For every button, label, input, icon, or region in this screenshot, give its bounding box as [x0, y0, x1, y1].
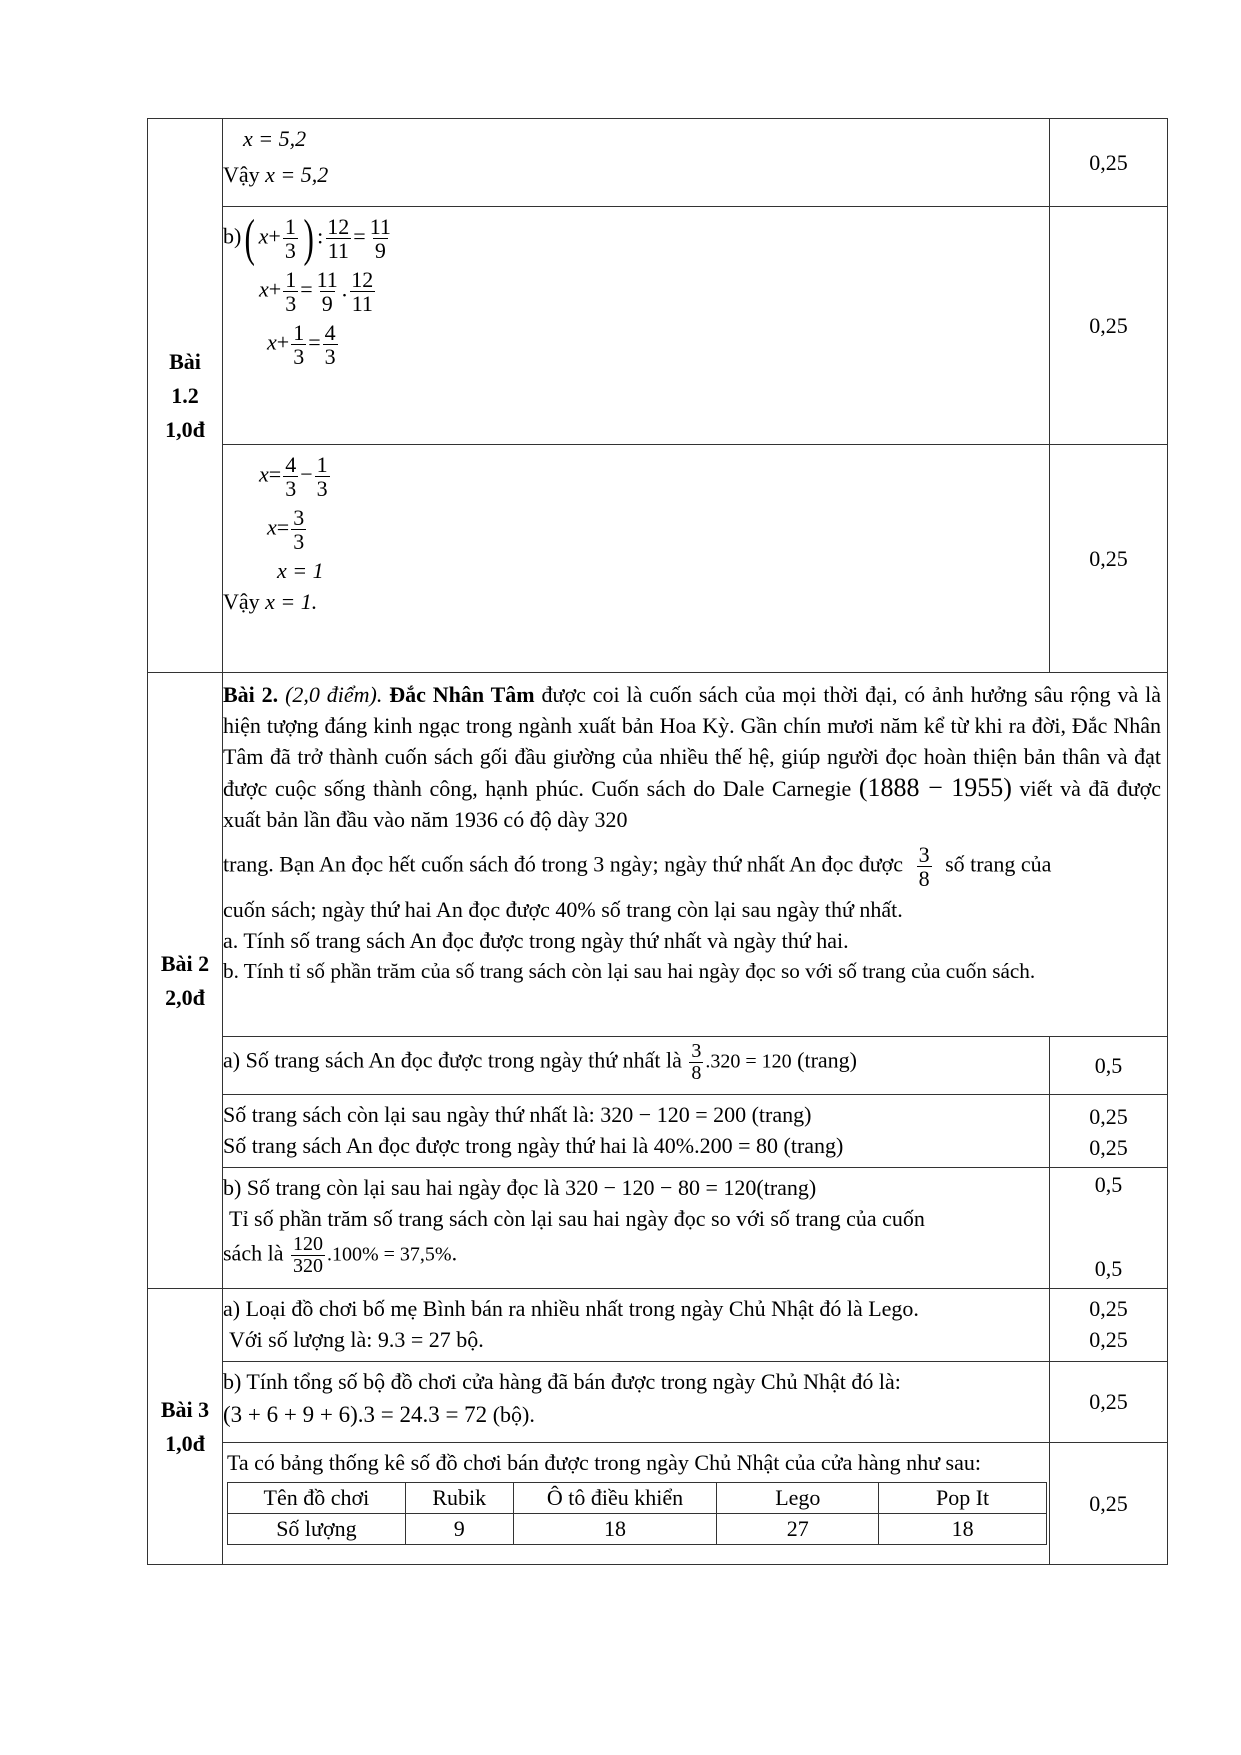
bai3-label-line: Bài 3 [160, 1396, 210, 1422]
bai3-a-scores [1050, 1289, 1168, 1362]
bai12-r1-eq1: x = 5,2 [243, 126, 307, 151]
bai2-line-frac [223, 843, 1161, 890]
bai12-r3-eq1: x= $\frac{4}{3}$ − $\frac{1}{3}$ [259, 452, 328, 502]
bai2-title: Bài 2. [223, 682, 279, 707]
score: 0,25 [1089, 1327, 1128, 1352]
paren-close: ) [303, 209, 314, 267]
fraction: $\frac{12}{11}$ [327, 214, 350, 264]
bai12-r2-content [223, 207, 1050, 445]
bai2-text: trang. Bạn An đọc hết cuốn sách đó trong 3 ngày; ngày thứ nhất An đọc được [223, 851, 904, 877]
bai3-c-content [223, 1443, 1050, 1565]
bai12-row-2 [148, 207, 1168, 445]
bai3-b-text-1: b) Tính tổng số bộ đồ chơi cửa hàng đã bán được trong ngày Chủ Nhật đó là: [223, 1369, 901, 1394]
bai2-text: viết và đã được xuất bản lần đầu vào năm 1936 có độ dày 320 [223, 776, 1162, 832]
bai3-a-calc: 9.3 = 27 [377, 1327, 451, 1352]
op: : [317, 223, 324, 249]
toy-table-cell: Lego [717, 1483, 879, 1514]
bai2-b-text: b) Số trang còn lại sau hai ngày đọc là [223, 1175, 560, 1200]
bai2-b-row [148, 1168, 1168, 1289]
toy-table-cell: Số lượng [228, 1514, 406, 1545]
bai12-r3-conclusion: Vậy x = 1. [223, 589, 318, 615]
op: = [353, 223, 366, 249]
bai3-c-score: 0,25 [1050, 1443, 1168, 1565]
answer-table [147, 118, 1168, 1565]
bai3-a-text-1: a) Loại đồ chơi bố mẹ Bình bán ra nhiều nhất trong ngày Chủ Nhật đó là Lego. [223, 1296, 919, 1321]
bai3-b-row [148, 1362, 1168, 1443]
bai2-points: (2,0 điểm). [285, 682, 383, 707]
bai12-r3-score: 0,25 [1050, 445, 1168, 673]
bai2-b-scores [1050, 1168, 1168, 1289]
bai2-a2-unit: (trang) [751, 1102, 812, 1127]
bai2-a2-scores [1050, 1095, 1168, 1168]
score: 0,5 [1094, 1172, 1123, 1197]
bai3-a-unit: bộ. [456, 1327, 484, 1352]
bai2-question-a: a. Tính số trang sách An đọc được trong ngày thứ nhất và ngày thứ hai. [223, 928, 849, 954]
toy-table-cell: Rubik [405, 1483, 513, 1514]
bai2-a1-unit: (trang) [797, 1047, 858, 1073]
bai2-problem [223, 673, 1168, 1037]
bai2-b-text: sách là [223, 1240, 284, 1266]
op: + [268, 223, 281, 249]
fraction: $\frac{1}{3}$ [284, 214, 296, 264]
toy-table-cell: Pop It [879, 1483, 1047, 1514]
bai2-question-b: b. Tính tỉ số phần trăm của số trang sách còn lại sau hai ngày đọc so với số trang của cuốn sách. [223, 959, 1036, 984]
bai2-a1-calc: .320 = 120 [705, 1050, 792, 1073]
bai3-c-text: Ta có bảng thống kê số đồ chơi bán được trong ngày Chủ Nhật của cửa hàng như sau: [227, 1450, 981, 1475]
bai2-years: (1888 − 1955) [858, 773, 1012, 802]
bai2-text-5: cuốn sách; ngày thứ hai An đọc được 40% số trang còn lại sau ngày thứ nhất. [223, 897, 903, 923]
bai12-label-line: Bài [169, 348, 201, 374]
bai12-label-line: 1,0đ [165, 416, 205, 442]
bai3-label [148, 1289, 223, 1565]
score: 0,25 [1089, 1135, 1128, 1160]
bai3-a-text: Với số lượng là: [229, 1327, 373, 1352]
bai2-b-calc: .100% = 37,5% [326, 1243, 452, 1266]
b-prefix: b) [223, 223, 242, 249]
toy-stats-table [227, 1482, 1047, 1545]
toy-table-cell: 27 [717, 1514, 879, 1545]
bai3-b-content [223, 1362, 1050, 1443]
toy-table-row [228, 1514, 1047, 1545]
bai2-text: số trang của [945, 851, 1052, 877]
bai12-label-line: 1.2 [171, 382, 199, 408]
bai2-label-line: Bài 2 [160, 950, 210, 976]
score: 0,25 [1089, 1104, 1128, 1129]
bai3-a-content [223, 1289, 1050, 1362]
bai2-a1-row [148, 1037, 1168, 1095]
bai12-r2-eq3: x+ $\frac{1}{3}$ = $\frac{4}{3}$ [267, 320, 336, 370]
bai2-a1-text: a) Số trang sách An đọc được trong ngày thứ nhất là [223, 1047, 682, 1073]
bai2-b-calc: 320 − 120 − 80 = 120 [565, 1175, 757, 1200]
bai2-a2-content [223, 1095, 1050, 1168]
score: 0,5 [1094, 1256, 1123, 1281]
bai2-a1-score: 0,5 [1050, 1037, 1168, 1095]
bai12-r1-vay: Vậy [223, 162, 260, 187]
bai2-a2-calc: 320 − 120 = 200 [600, 1102, 747, 1127]
bai12-r2-score: 0,25 [1050, 207, 1168, 445]
bai2-a2-unit: (trang) [783, 1133, 844, 1158]
bai2-a2-text: Số trang sách còn lại sau ngày thứ nhất là: [223, 1102, 595, 1127]
toy-table-cell: 9 [405, 1514, 513, 1545]
bai12-row-3 [148, 445, 1168, 673]
bai2-label [148, 673, 223, 1289]
bai12-r3-eq3: x = 1 [277, 558, 324, 584]
toy-table-cell: 18 [879, 1514, 1047, 1545]
bai2-b-unit: (trang) [756, 1175, 817, 1200]
toy-table-cell: 18 [513, 1514, 717, 1545]
bai2-text: được coi là cuốn sách của mọi thời đại, có ảnh hưởng sâu rộng và là hiện tượng đáng kinh ngạc trong ngành xuất bản Hoa Kỳ. Gần chín mươi năm kể từ khi ra đời, Đắc Nhân Tâm đã trở thành cuốn sách gối đầu giường của nhiều thế hệ, giúp người đọc hoàn thiện bản thân và đạt được cuộc sống thành công, hạnh phúc. Cuốn sách do Dale Carnegie [223, 682, 1162, 801]
bai12-r1-content [223, 119, 1050, 207]
toy-table-header [228, 1483, 1047, 1514]
bai2-b-text-2: Tỉ số phần trăm số trang sách còn lại sau hai ngày đọc so với số trang của cuốn [229, 1206, 925, 1231]
fraction: $\frac{3}{8}$ [918, 842, 930, 892]
paren-open: ( [244, 209, 256, 267]
bai3-label-line: 1,0đ [165, 1430, 205, 1456]
bai2-a2-text: Số trang sách An đọc được trong ngày thứ hai là [223, 1133, 649, 1158]
toy-table-cell: Ô tô điều khiển [513, 1483, 717, 1514]
bai2-a2-row [148, 1095, 1168, 1168]
fraction: $\frac{3}{8}$ [691, 1040, 702, 1084]
fraction: $\frac{11}{9}$ [369, 214, 391, 264]
bai2-paragraph [223, 679, 1161, 835]
toy-table-cell: Tên đồ chơi [228, 1483, 406, 1514]
bai12-r1-score: 0,25 [1050, 119, 1168, 207]
bai12-r3-content [223, 445, 1050, 673]
bai12-row-1 [148, 119, 1168, 207]
bai3-b-score: 0,25 [1050, 1362, 1168, 1443]
bai2-b-content: b) Số trang còn lại sau hai ngày đọc là 320 − 120 − 80 = 120(trang) Tỉ số phần trăm số trang sách còn lại sau hai ngày đọc so với số trang của cuốn sách là $\frac{120}{320}$ .100% = 37,5%. [223, 1168, 1050, 1289]
bai3-b-calc: (3 + 6 + 9 + 6).3 = 24.3 = 72 [223, 1402, 488, 1427]
bai12-r2-eq1 [223, 209, 1049, 267]
bai12-r2-eq2: x+ $\frac{1}{3}$ = $\frac{11}{9}$ . $\frac{12}{11}$ [259, 267, 374, 317]
bai3-c-row [148, 1443, 1168, 1565]
bai2-problem-row [148, 673, 1168, 1037]
var-x: x [258, 223, 269, 249]
bai2-a2-calc: 40%.200 = 80 [653, 1133, 779, 1158]
bai12-r1-eq2: x = 5,2 [265, 162, 329, 187]
score: 0,25 [1089, 1296, 1128, 1321]
fraction: $\frac{120}{320}$ [292, 1233, 323, 1277]
bai2-label-line: 2,0đ [165, 984, 205, 1010]
bai3-b-unit: (bộ). [492, 1402, 535, 1427]
bai3-a-row [148, 1289, 1168, 1362]
bai2-a1-content [223, 1037, 1050, 1095]
bai12-r3-eq2: x= $\frac{3}{3}$ [267, 505, 305, 555]
bai12-label [148, 119, 223, 673]
bai2-book: Đắc Nhân Tâm [389, 682, 535, 707]
